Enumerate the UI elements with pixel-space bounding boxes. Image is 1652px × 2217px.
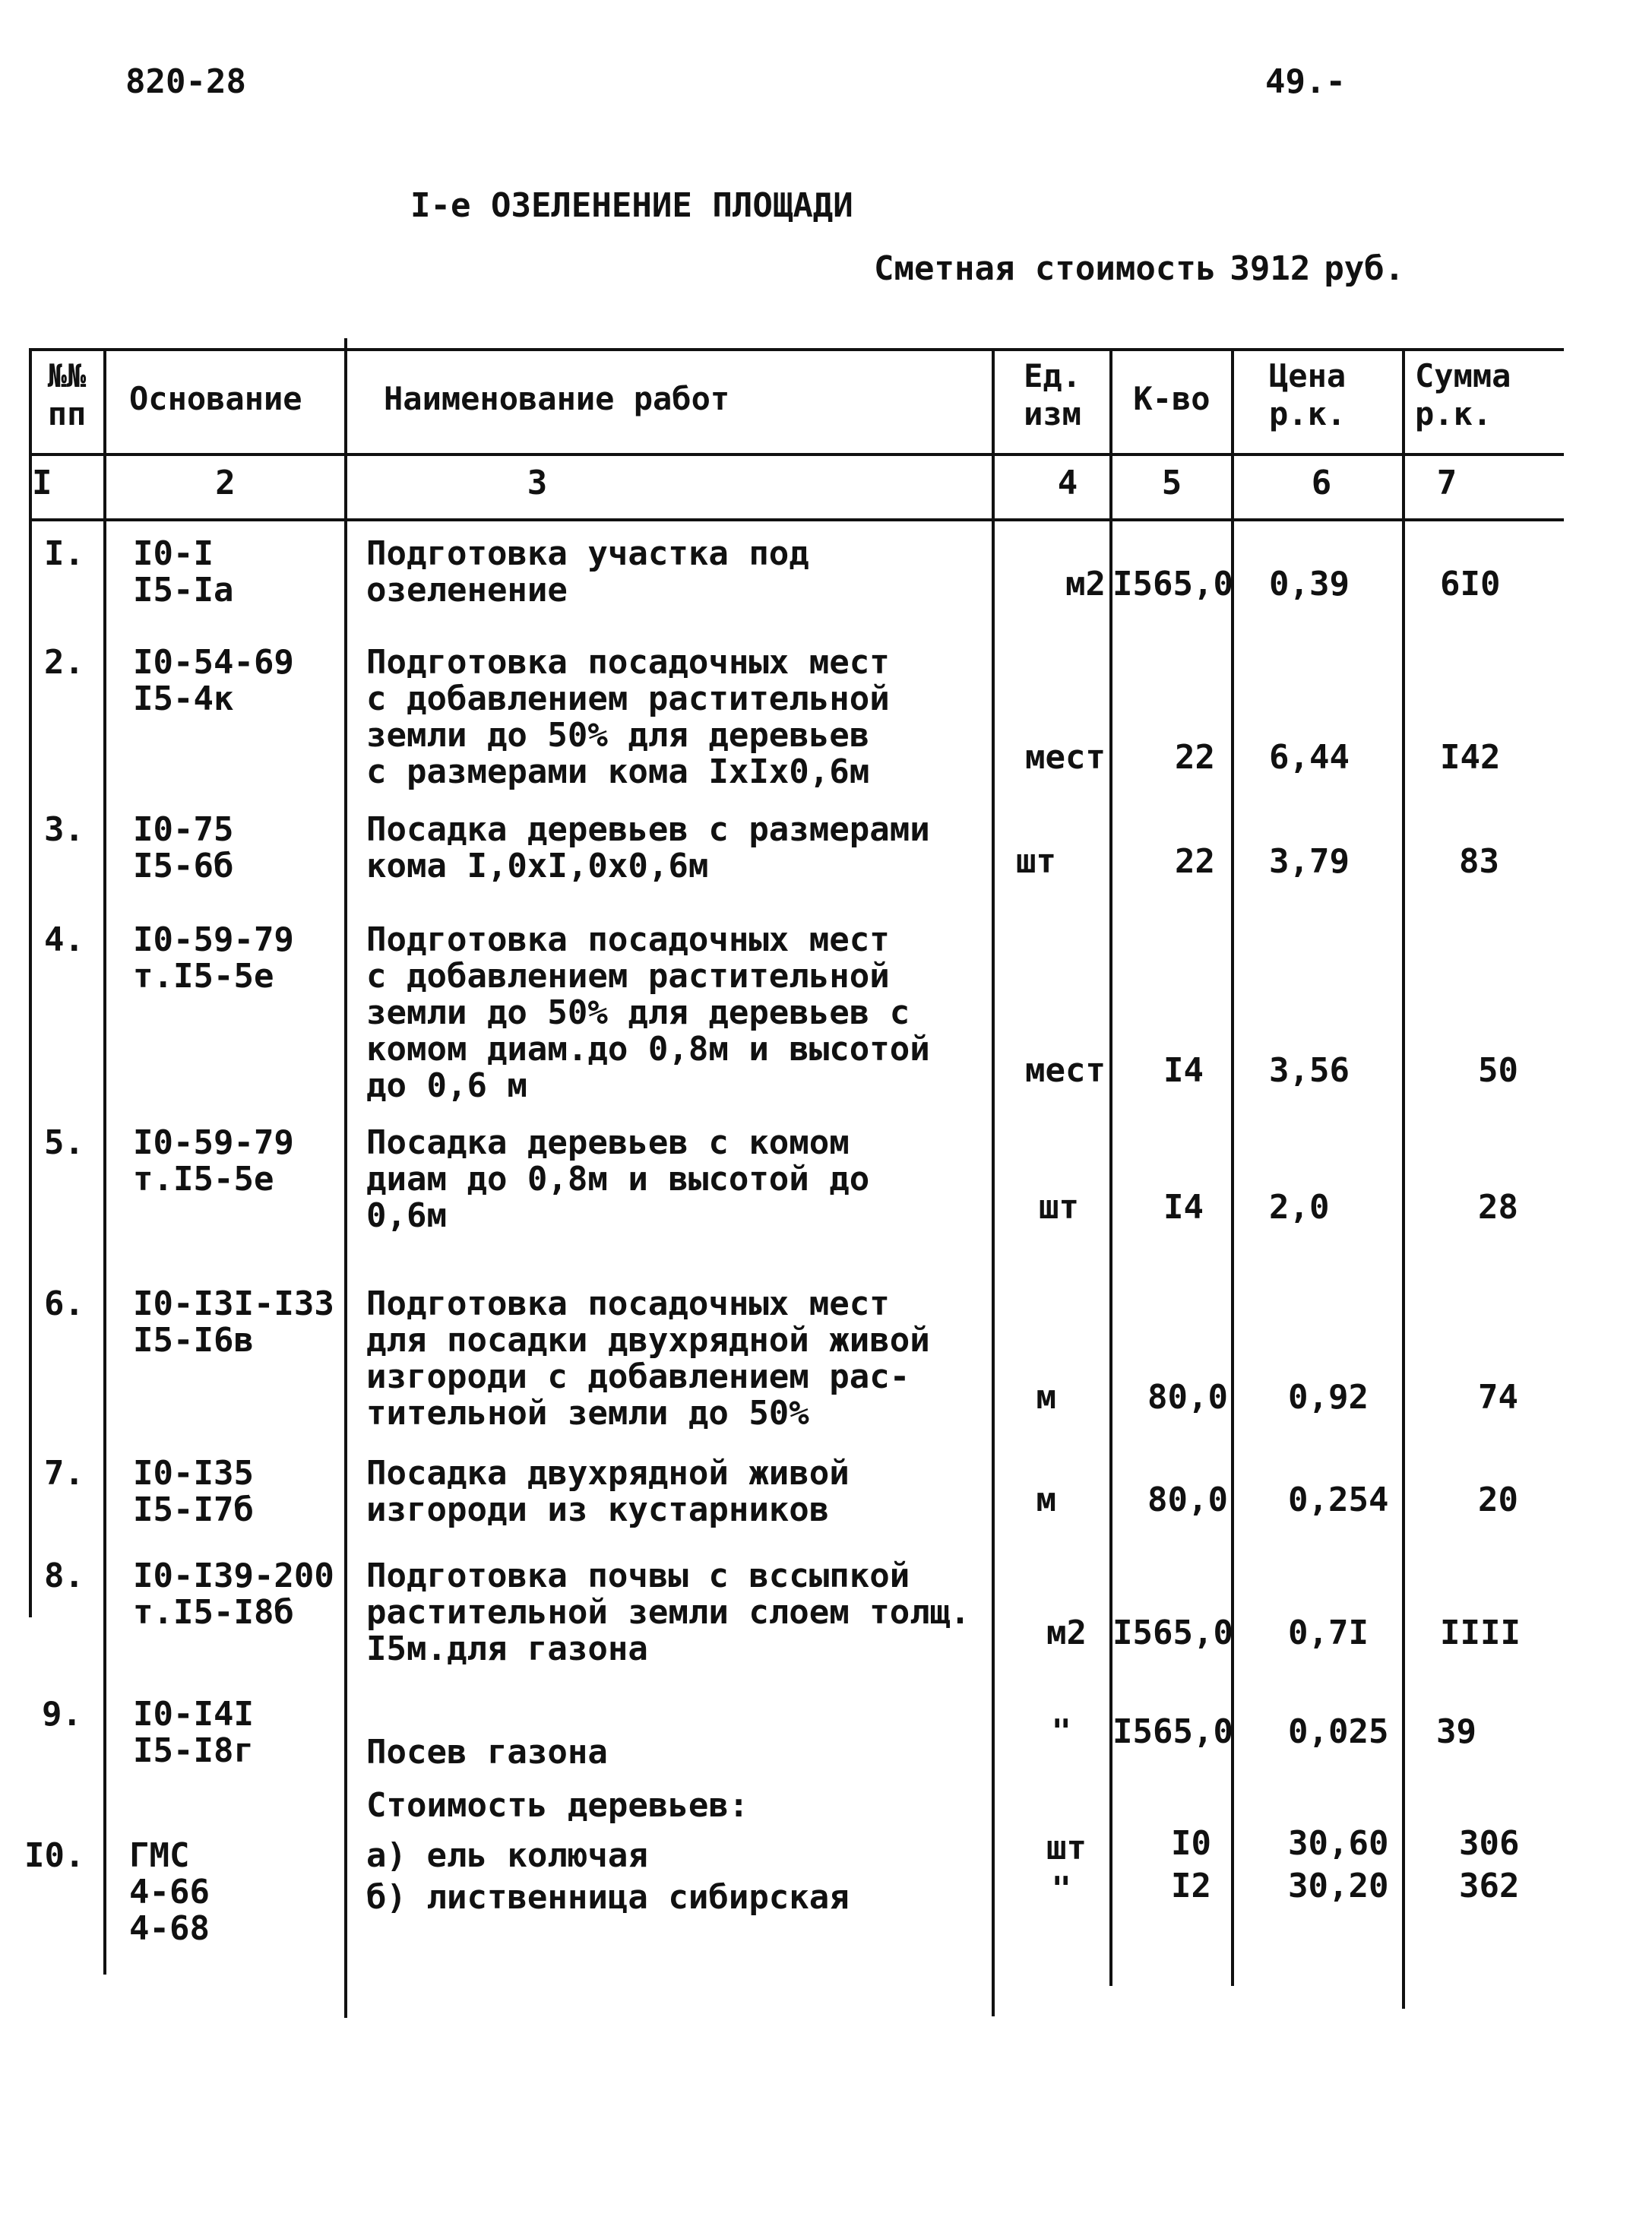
row-work: б) лиственница сибирская [366, 1878, 850, 1917]
row-number: 9. [42, 1695, 82, 1734]
row-basis: I0-75 I5-6б [133, 810, 234, 885]
col-number: 2 [215, 464, 236, 502]
col-number: 4 [1057, 464, 1078, 502]
row-qty: I2 [1171, 1867, 1211, 1905]
row-work: Посадка деревьев с размерами кома I,0xI,0x0,6м [366, 810, 930, 885]
column-divider [992, 348, 995, 2016]
row-number: 7. [44, 1454, 84, 1493]
section-title: I-е ОЗЕЛЕНЕНИЕ ПЛОЩАДИ [410, 186, 853, 225]
row-basis: I0-54-69 I5-4к [133, 643, 294, 718]
col-number: 3 [527, 464, 548, 502]
column-divider [1402, 348, 1405, 2009]
table-top-border [29, 348, 1564, 351]
page-number: 49.- [1265, 62, 1346, 101]
row-price: 0,39 [1269, 565, 1350, 603]
row-work: Подготовка посадочных мест для посадки двухрядной живой изгороди с добавлением рас- тительной земли до 50% [366, 1284, 930, 1433]
estimate-line [874, 249, 1404, 288]
row-work: Подготовка посадочных мест с добавлением растительной земли до 50% для деревьев с размерами кома IxIx0,6м [366, 643, 890, 791]
row-price: 0,025 [1288, 1712, 1389, 1751]
row-work: Подготовка почвы с вссыпкой растительной земли слоем толщ. I5м.для газона [366, 1557, 970, 1668]
row-work: Подготовка посадочных мест с добавлением растительной земли до 50% для деревьев с комом диам.до 0,8м и высотой до 0,6 м [366, 920, 930, 1105]
col-number: 6 [1311, 464, 1332, 502]
row-number: I. [44, 534, 84, 573]
row-work: Стоимость деревьев: [366, 1786, 749, 1825]
col-header-price: Цена р.к. [1269, 357, 1347, 432]
row-number: 2. [44, 643, 84, 682]
row-qty: I565,0 [1112, 1712, 1233, 1751]
row-sum: IIII [1440, 1614, 1521, 1652]
row-price: 3,79 [1269, 842, 1350, 881]
row-number: I0. [24, 1836, 85, 1875]
row-work: Посадка деревьев с комом диам до 0,8м и высотой до 0,6м [366, 1123, 870, 1235]
row-basis: ГМС 4-66 4-68 [129, 1836, 210, 1948]
col-number: 5 [1161, 464, 1182, 502]
table-left-border [29, 348, 32, 1617]
colnum-bottom-border [29, 518, 1564, 521]
row-basis: I0-I39-200 т.I5-I8б [133, 1557, 334, 1632]
column-divider [103, 348, 106, 1975]
row-work: Посадка двухрядной живой изгороди из кустарников [366, 1454, 850, 1529]
row-price: 2,0 [1269, 1188, 1330, 1227]
row-unit: шт [1039, 1188, 1079, 1227]
row-price: 6,44 [1269, 738, 1350, 777]
row-qty: 22 [1175, 842, 1215, 881]
row-sum: 6I0 [1440, 565, 1501, 603]
row-basis: I0-59-79 т.I5-5е [133, 1123, 294, 1199]
row-qty: I0 [1171, 1824, 1211, 1863]
row-unit: м2 [1065, 565, 1106, 603]
col-header-unit: Ед. изм [1024, 357, 1081, 432]
row-basis: I0-59-79 т.I5-5е [133, 920, 294, 996]
row-basis: I0-I4I I5-I8г [133, 1695, 254, 1770]
row-price: 0,254 [1288, 1481, 1389, 1519]
row-qty: I4 [1163, 1188, 1204, 1227]
estimate-label: Сметная стоимость [874, 249, 1217, 288]
row-sum: 362 [1459, 1867, 1520, 1905]
row-unit: м [1036, 1378, 1056, 1417]
row-unit: мест [1025, 738, 1106, 777]
row-qty: I565,0 [1112, 1614, 1233, 1652]
row-sum: 39 [1436, 1712, 1476, 1751]
row-sum: 50 [1478, 1051, 1518, 1090]
row-unit: м [1036, 1481, 1056, 1519]
row-number: 5. [44, 1123, 84, 1162]
row-number: 6. [44, 1284, 84, 1323]
row-unit: м2 [1046, 1614, 1087, 1652]
col-number: 7 [1436, 464, 1457, 502]
col-header-no: №№ пп [47, 357, 87, 432]
col-header-qty: К-во [1133, 380, 1211, 417]
row-sum: 83 [1459, 842, 1499, 881]
row-price: 30,60 [1288, 1824, 1389, 1863]
row-unit: мест [1025, 1051, 1106, 1090]
row-unit: шт [1046, 1829, 1087, 1867]
row-work: Подготовка участка под озеленение [366, 534, 809, 610]
row-number: 3. [44, 810, 84, 849]
row-qty: I565,0 [1112, 565, 1233, 603]
row-unit: " [1051, 1870, 1071, 1908]
row-work: Посев газона [366, 1733, 608, 1772]
row-price: 0,7I [1288, 1614, 1369, 1652]
row-qty: I4 [1163, 1051, 1204, 1090]
row-sum: 20 [1478, 1481, 1518, 1519]
col-header-basis: Основание [129, 380, 302, 417]
document-code: 820-28 [125, 62, 246, 101]
row-basis: I0-I I5-Iа [133, 534, 234, 610]
row-qty: 22 [1175, 738, 1215, 777]
col-header-work: Наименование работ [384, 380, 730, 417]
row-sum: I42 [1440, 738, 1501, 777]
row-work: а) ель колючая [366, 1836, 648, 1875]
col-number: I [32, 464, 52, 502]
header-bottom-border [29, 453, 1564, 456]
row-price: 30,20 [1288, 1867, 1389, 1905]
estimate-value: 3912 [1230, 249, 1311, 288]
row-qty: 80,0 [1147, 1378, 1228, 1417]
row-basis: I0-I3I-I33 I5-I6в [133, 1284, 334, 1360]
row-sum: 306 [1459, 1824, 1520, 1863]
column-divider [344, 338, 347, 2018]
col-header-sum: Сумма р.к. [1415, 357, 1511, 432]
row-qty: 80,0 [1147, 1481, 1228, 1519]
row-number: 8. [44, 1557, 84, 1595]
estimate-unit: руб. [1324, 249, 1405, 288]
row-sum: 74 [1478, 1378, 1518, 1417]
row-unit: " [1051, 1712, 1071, 1751]
row-price: 0,92 [1288, 1378, 1369, 1417]
row-sum: 28 [1478, 1188, 1518, 1227]
row-price: 3,56 [1269, 1051, 1350, 1090]
row-number: 4. [44, 920, 84, 959]
row-basis: I0-I35 I5-I7б [133, 1454, 254, 1529]
row-unit: шт [1016, 842, 1056, 881]
